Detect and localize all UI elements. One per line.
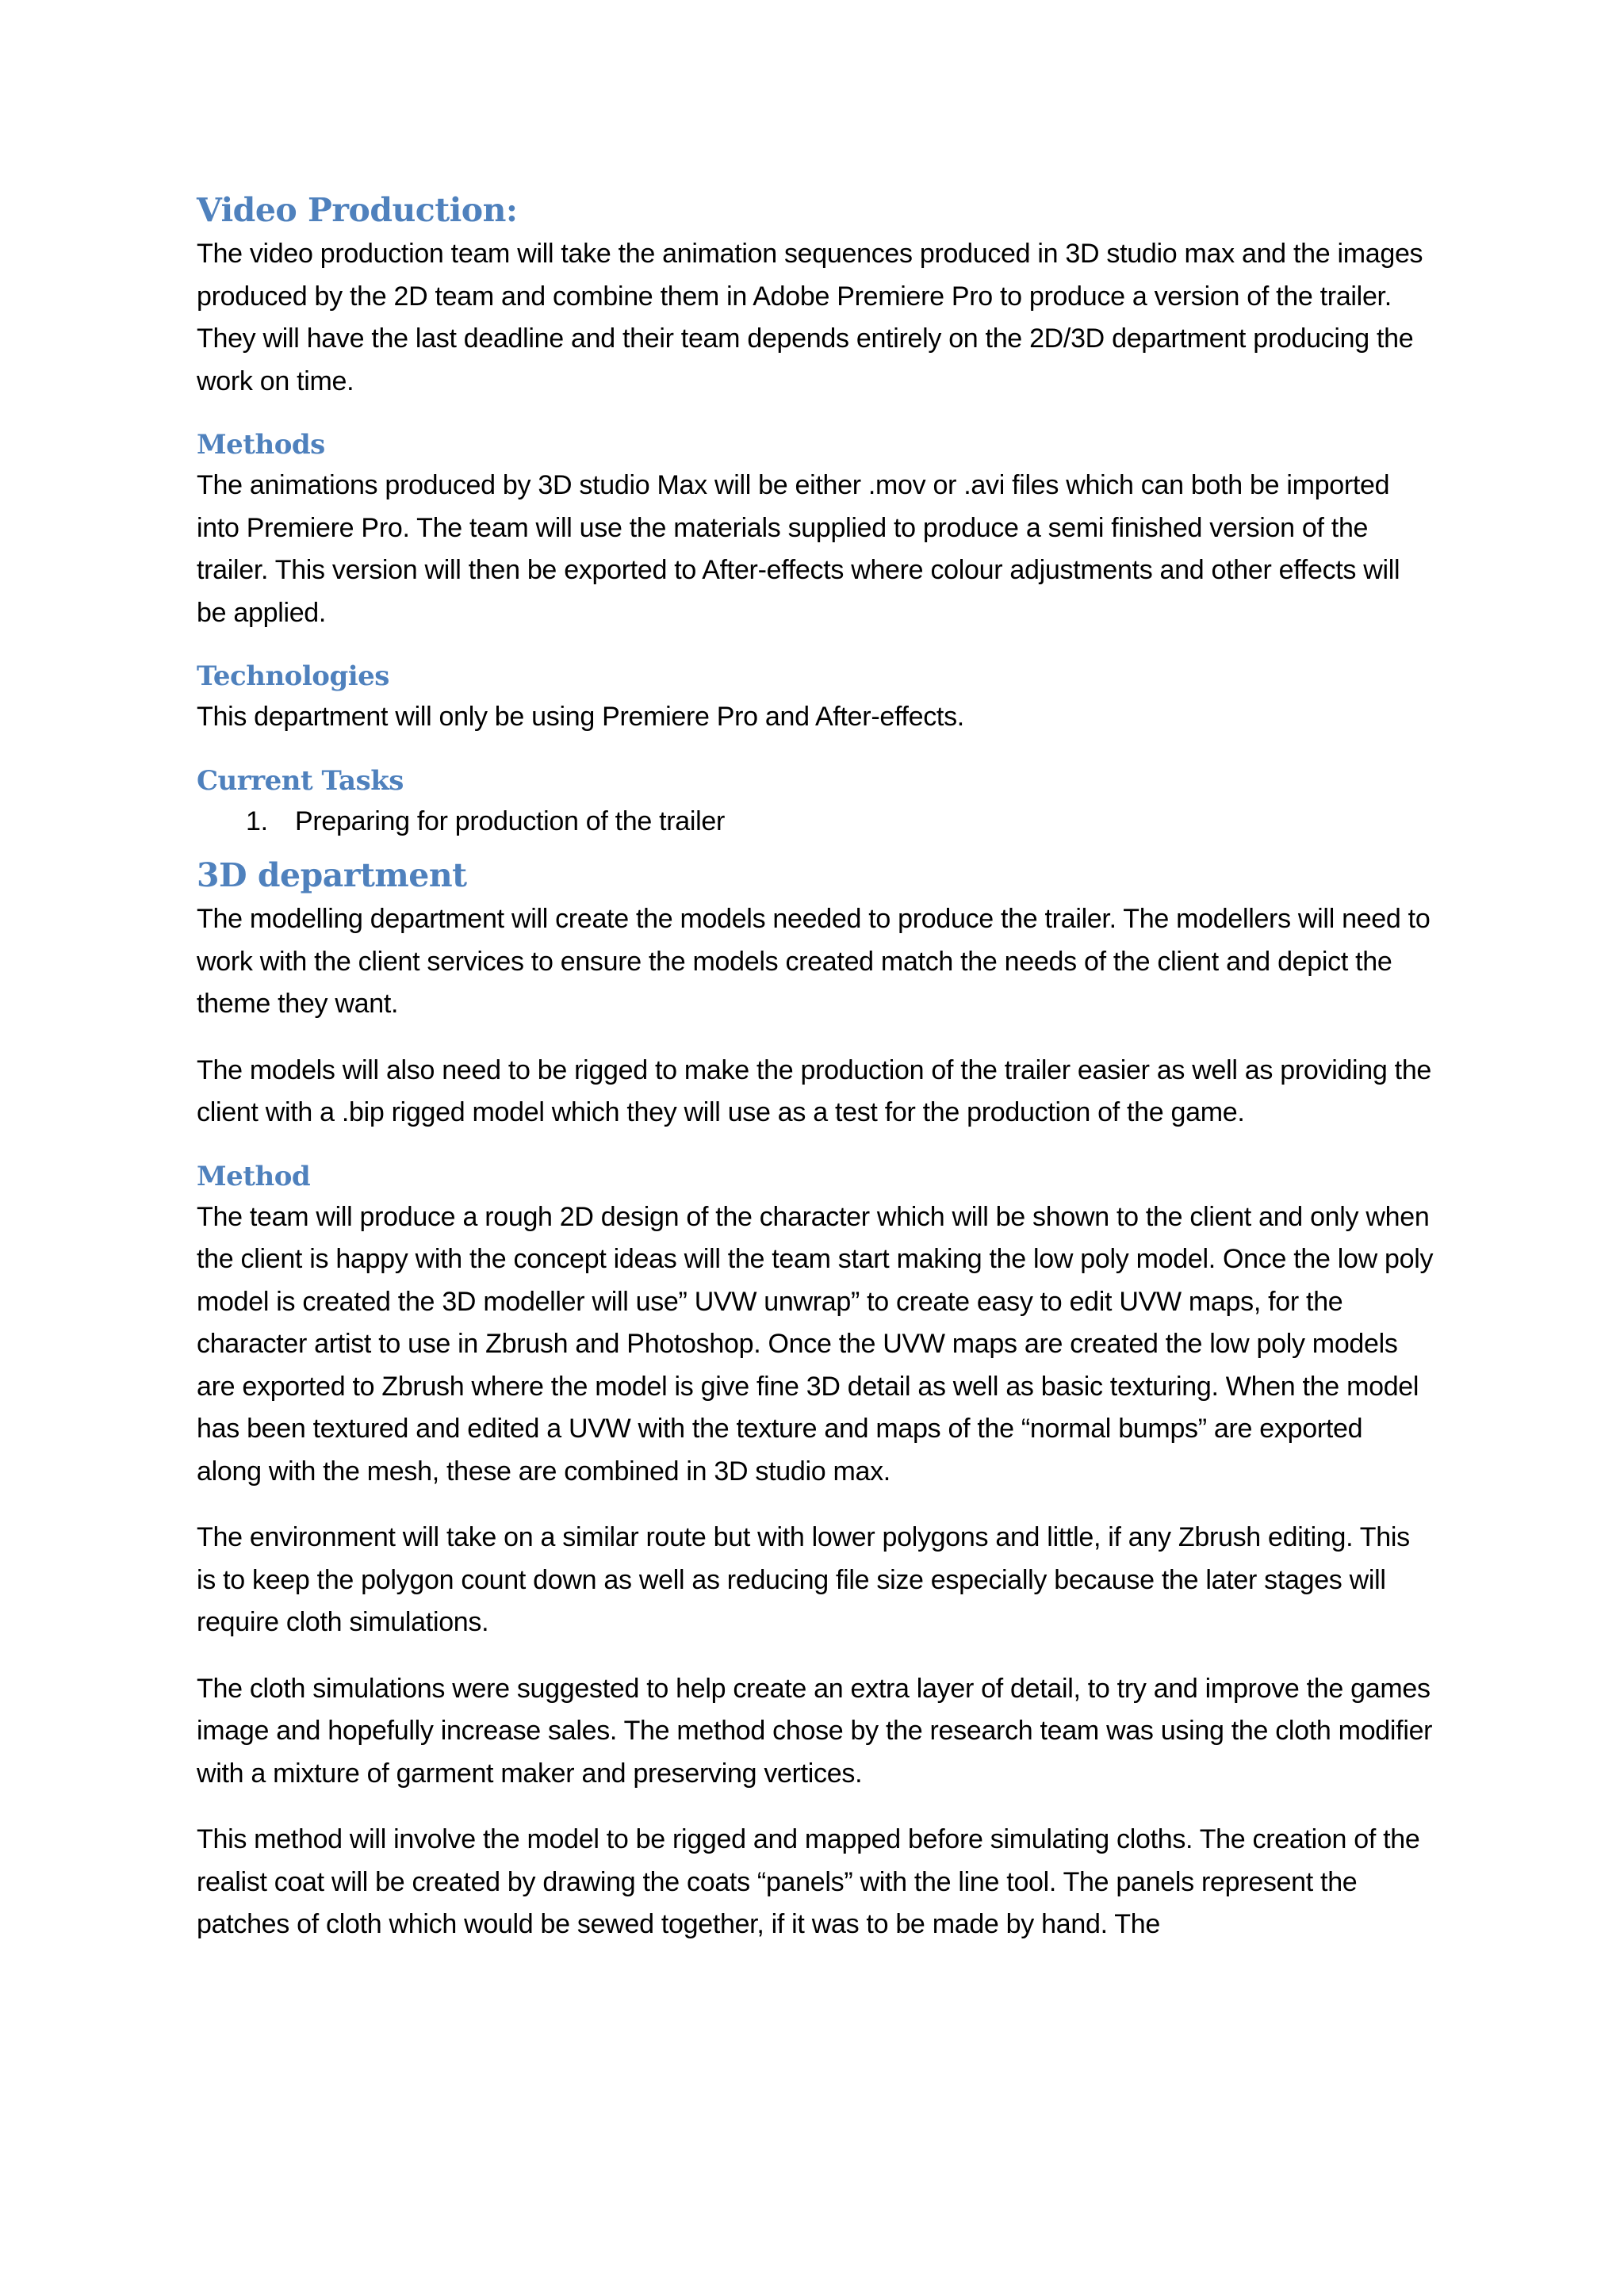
- list-item-text: Preparing for production of the trailer: [295, 806, 726, 836]
- document-page: [197, 189, 1434, 1970]
- heading-3d-department: 3D department: [197, 856, 467, 894]
- paragraph-method-2: The environment will take on a similar route but with lower polygons and little, if any Zbrush editing. This is to keep the polygon count down as well as reducing file size especially because the later stages will require cloth simulations.: [197, 1522, 1410, 1637]
- paragraph-3d-2: The models will also need to be rigged to make the production of the trailer easier as well as providing the client with a .bip rigged model which they will use as a test for the production of the game.: [197, 1054, 1432, 1127]
- paragraph-method-3: The cloth simulations were suggested to help create an extra layer of detail, to try and improve the games image and hopefully increase sales. The method chose by the research team was using the cloth modifier with a mixture of garment maker and preserving vertices.: [197, 1673, 1433, 1789]
- heading-current-tasks: Current Tasks: [197, 764, 404, 797]
- paragraph-method-1: The team will produce a rough 2D design of the character which will be shown to the client and only when the client is happy with the concept ideas will the team start making the low poly model. Once the low poly model is created the 3D modeller will use” UVW unwrap” to create easy to edit UVW maps, for the character artist to use in Zbrush and Photoshop. Once the UVW maps are created the low poly models are exported to Zbrush where the model is give fine 3D detail as well as basic texturing. When the model has been textured and edited a UVW with the texture and maps of the “normal bumps” are exported along with the mesh, these are combined in 3D studio max.: [197, 1201, 1434, 1487]
- paragraph-3d-1: The modelling department will create the models needed to produce the trailer. The modellers will need to work with the client services to ensure the models created match the needs of the client and depict the theme they want.: [197, 904, 1431, 1019]
- paragraph-method-4: This method will involve the model to be rigged and mapped before simulating cloths. The creation of the realist coat will be created by drawing the coats “panels” with the line tool. The panels represent the patches of cloth which would be sewed together, if it was to be made by hand. The: [197, 1824, 1420, 1939]
- current-tasks-list: [197, 801, 1434, 844]
- list-item-number: 1.: [246, 806, 268, 836]
- heading-video-production: Video Production:: [197, 191, 518, 229]
- list-item: [197, 801, 1434, 844]
- paragraph-methods: The animations produced by 3D studio Max will be either .mov or .avi files which can both be imported into Premiere Pro. The team will use the materials supplied to produce a semi finished version of the trailer. This version will then be exported to After-effects where colour adjustments and other effects will be applied.: [197, 470, 1400, 628]
- heading-method: Method: [197, 1160, 311, 1192]
- paragraph-video-production: The video production team will take the animation sequences produced in 3D studio max and the images produced by the 2D team and combine them in Adobe Premiere Pro to produce a version of the trailer. They will have the last deadline and their team depends entirely on the 2D/3D department producing the work on time.: [197, 239, 1423, 396]
- paragraph-technologies: This department will only be using Premiere Pro and After-effects.: [197, 702, 964, 732]
- heading-technologies: Technologies: [197, 660, 389, 692]
- heading-methods: Methods: [197, 429, 325, 461]
